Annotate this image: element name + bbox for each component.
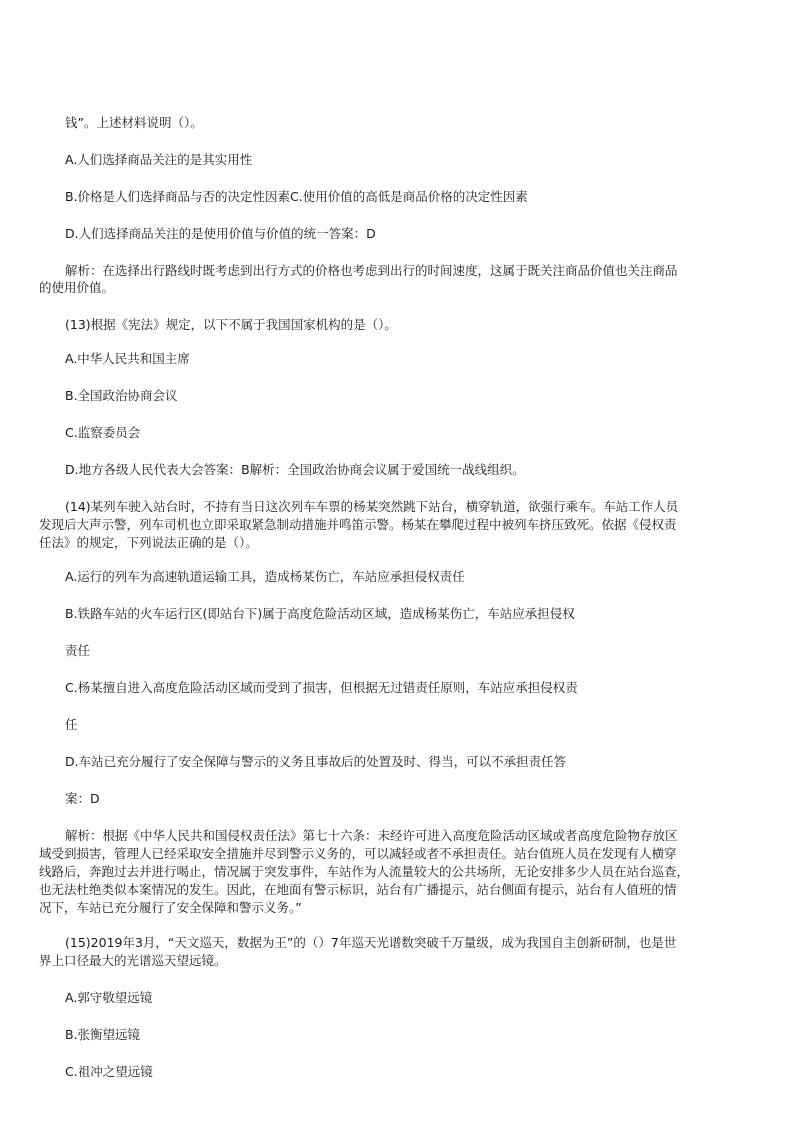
question-14-line: 发现后大声示警，列车司机也立即采取紧急制动措施并鸣笛示警。杨某在攀爬过程中被列车挤压致死。依据《侵权责 [39, 517, 677, 532]
option-b: B.铁路车站的火车运行区(即站台下)属于高度危险活动区域，造成杨某伤亡，车站应承担侵权 [65, 606, 575, 621]
option-d: D.车站已充分履行了安全保障与警示的义务且事故后的处置及时、得当，可以不承担责任答 [65, 754, 567, 769]
analysis-line: 解析：在选择出行路线时既考虑到出行方式的价格也考虑到出行的时间速度，这属于既关注商品价值也关注商品 [65, 263, 678, 278]
option-a: A.中华人民共和国主席 [65, 351, 190, 366]
analysis-line: 况下，车站已充分履行了安全保障和警示义务。” [39, 900, 302, 915]
question-15-line: 界上口径最大的光谱巡天望远镜。 [39, 953, 227, 968]
option-a: A.郭守敬望远镜 [65, 990, 153, 1005]
question-15: (15)2019年3月，“天文巡天，数据为王”的（）7年巡天光谱数突破千万量级，成为我国自主创新研制，也是世 [65, 935, 677, 950]
option-c: C.杨某擅自进入高度危险活动区域而受到了损害，但根据无过错责任原则，车站应承担侵权责 [65, 680, 578, 695]
analysis-line: 的使用价值。 [39, 280, 115, 295]
option-d-answer: D.人们选择商品关注的是使用价值与价值的统一答案：D [65, 226, 376, 241]
question-14-line: 任法》的规定，下列说法正确的是（）。 [39, 535, 258, 550]
option-b: B.全国政治协商会议 [65, 388, 178, 403]
option-a: A.人们选择商品关注的是其实用性 [65, 152, 253, 167]
option-d-answer: D.地方各级人民代表大会答案：B解析：全国政治协商会议属于爱国统一战线组织。 [65, 462, 525, 477]
analysis-line: 也无法杜绝类似本案情况的发生。因此，在地面有警示标识，站台有广播提示，站台侧面有提示，站台有人值班的情 [39, 882, 677, 897]
analysis-line: 线路后，奔跑过去并进行喝止，情况属于突发事件，车站作为人流量较大的公共场所，无论安排多少人员在站台巡查， [39, 864, 690, 879]
question-14: (14)某列车驶入站台时，不持有当日这次列车车票的杨某突然跳下站台，横穿轨道，欲强行乘车。车站工作人员 [65, 499, 679, 514]
option-c: C.祖冲之望远镜 [65, 1064, 153, 1079]
option-c-cont: 任 [65, 717, 78, 732]
analysis-line: 解析：根据《中华人民共和国侵权责任法》第七十六条：未经许可进入高度危险活动区域或者高度危险物存放区 [65, 828, 678, 843]
option-a: A.运行的列车为高速轨道运输工具，造成杨某伤亡，车站应承担侵权责任 [65, 569, 465, 584]
analysis-line: 域受到损害，管理人已经采取安全措施并尽到警示义务的，可以减轻或者不承担责任。站台值班人员在发现有人横穿 [39, 846, 677, 861]
option-b: B.张衡望远镜 [65, 1027, 141, 1042]
option-c: C.监察委员会 [65, 425, 141, 440]
answer: 案：D [65, 791, 100, 806]
option-b-cont: 责任 [65, 643, 91, 658]
option-b-c: B.价格是人们选择商品与否的决定性因素C.使用价值的高低是商品价格的决定性因素 [65, 189, 528, 204]
text-line: 钱”。上述材料说明（）。 [65, 115, 203, 130]
question-13: (13)根据《宪法》规定，以下不属于我国国家机构的是（）。 [65, 317, 397, 332]
